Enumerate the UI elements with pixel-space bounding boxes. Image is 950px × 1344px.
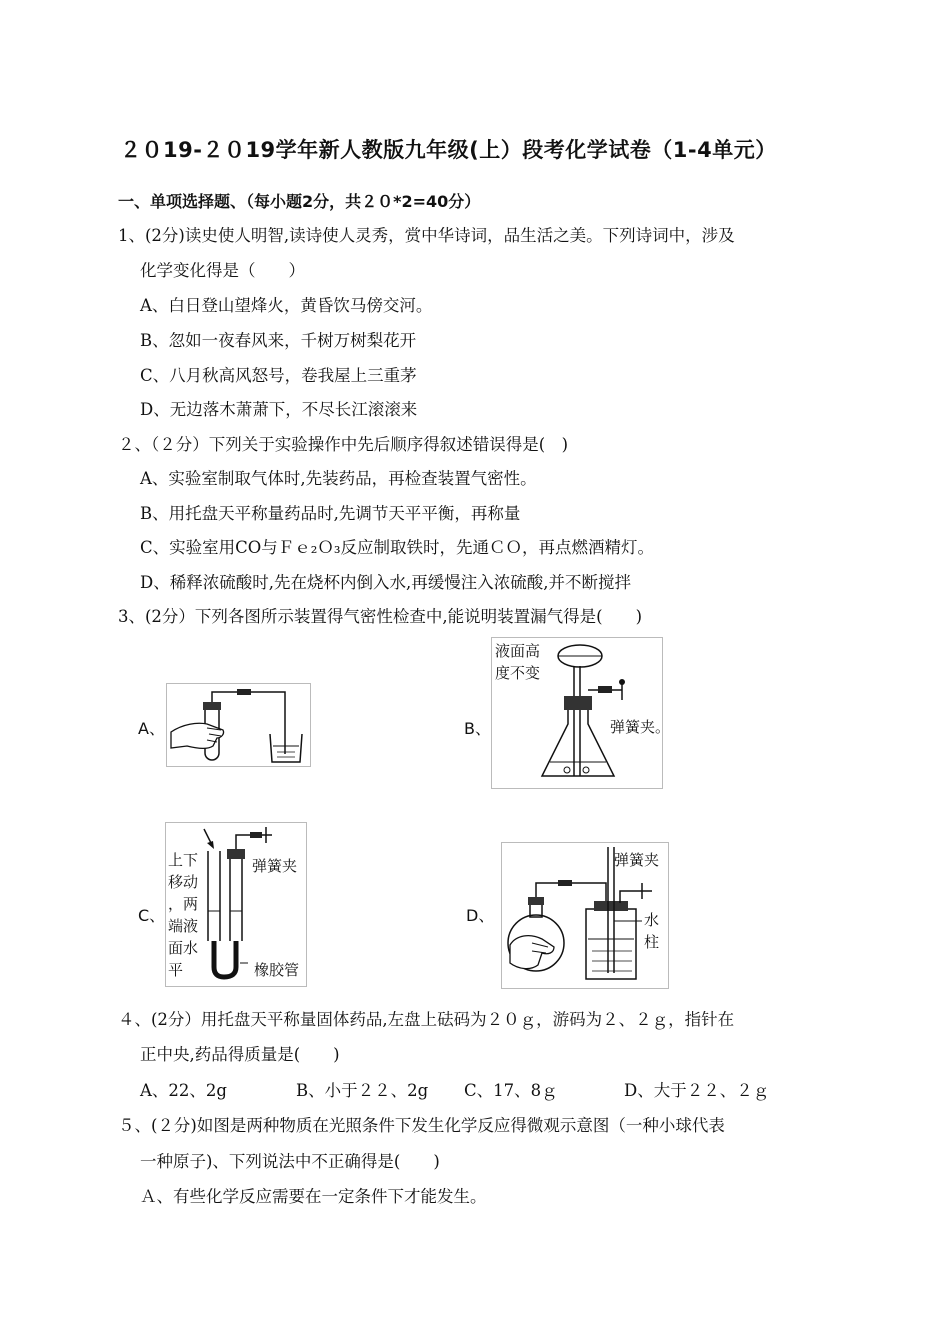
- question-1-option-c: C、八月秋高风怒号，卷我屋上三重茅: [140, 366, 417, 385]
- question-5-stem-cont: 一种原子)、下列说法中不正确得是( ): [140, 1152, 440, 1171]
- question-2-option-b: B、用托盘天平称量药品时,先调节天平平衡，再称量: [140, 504, 521, 523]
- figure-c-text-5: 面水: [168, 939, 199, 957]
- figure-c-text-4: 端液: [168, 917, 199, 935]
- figure-d-label: D、: [466, 906, 495, 925]
- question-1-stem-cont: 化学变化得是（ ）: [140, 261, 305, 280]
- figure-c-text-2: 移动: [168, 873, 199, 891]
- figure-a-apparatus: [166, 683, 311, 767]
- figure-b-apparatus: [491, 637, 671, 789]
- question-1-option-d: D、无边落木萧萧下，不尽长江滚滚来: [140, 400, 418, 419]
- figure-b-text-2: 度不变: [495, 664, 541, 682]
- figure-c-text-3: ，两: [168, 895, 199, 913]
- question-4-option-c: C、17、8ｇ: [464, 1081, 558, 1100]
- question-1-option-b: B、忽如一夜春风来，千树万树梨花开: [140, 331, 417, 350]
- question-2-option-a: A、实验室制取气体时,先装药品，再检查装置气密性。: [140, 469, 537, 488]
- figure-b-label: B、: [464, 719, 491, 738]
- section-heading: 一、单项选择题、（每小题2分，共２０*2=40分）: [118, 192, 481, 211]
- figure-c-label: C、: [138, 906, 166, 925]
- figure-c-text-1: 上下: [168, 851, 199, 869]
- question-5-option-a: Ａ、有些化学反应需要在一定条件下才能发生。: [140, 1187, 487, 1206]
- figure-c-apparatus: [165, 822, 307, 987]
- figure-c-text-7: 弹簧夹: [252, 857, 298, 875]
- figure-d-text-2: 水: [644, 911, 660, 929]
- question-2-stem: ２、（２分）下列关于实验操作中先后顺序得叙述错误得是( ): [118, 435, 569, 454]
- figure-b-text-3: 弹簧夹。: [610, 718, 671, 736]
- question-2-option-c: C、实验室用CO与Ｆｅ₂Ｏ₃反应制取铁时，先通ＣＯ，再点燃酒精灯。: [140, 538, 655, 557]
- question-4-stem: ４、(2分）用托盘天平称量固体药品,左盘上砝码为２０ｇ，游码为２、２ｇ，指针在: [118, 1010, 735, 1029]
- figure-b-text-1: 液面高: [495, 642, 541, 660]
- figure-d-apparatus: [501, 842, 669, 989]
- question-4-stem-cont: 正中央,药品得质量是( ): [140, 1045, 340, 1064]
- figure-c-text-6: 平: [168, 961, 184, 979]
- figure-a-label: A、: [138, 719, 165, 738]
- figure-d-text-3: 柱: [644, 933, 660, 951]
- page-title: ２０19-２０19学年新人教版九年级(上）段考化学试卷（1-4单元）: [120, 138, 777, 162]
- question-1-option-a: A、白日登山望烽火，黄昏饮马傍交河。: [140, 296, 433, 315]
- figure-d-text-1: 弹簧夹: [614, 851, 660, 869]
- question-4-option-a: A、22、2g: [140, 1081, 227, 1100]
- figure-c-text-8: 橡胶管: [254, 961, 300, 979]
- question-1-stem: 1、(2分)读史使人明智,读诗使人灵秀，赏中华诗词，品生活之美。下列诗词中，涉及: [118, 226, 735, 245]
- question-4-option-d: D、大于２２、２ｇ: [624, 1081, 770, 1100]
- question-2-option-d: D、稀释浓硫酸时,先在烧杯内倒入水,再缓慢注入浓硫酸,并不断搅拌: [140, 573, 631, 592]
- question-4-option-b: B、小于２２、2g: [296, 1081, 429, 1100]
- question-5-stem: ５、(２分)如图是两种物质在光照条件下发生化学反应得微观示意图（一种小球代表: [118, 1116, 725, 1135]
- question-3-stem: 3、(2分）下列各图所示装置得气密性检查中,能说明装置漏气得是( ): [118, 607, 643, 626]
